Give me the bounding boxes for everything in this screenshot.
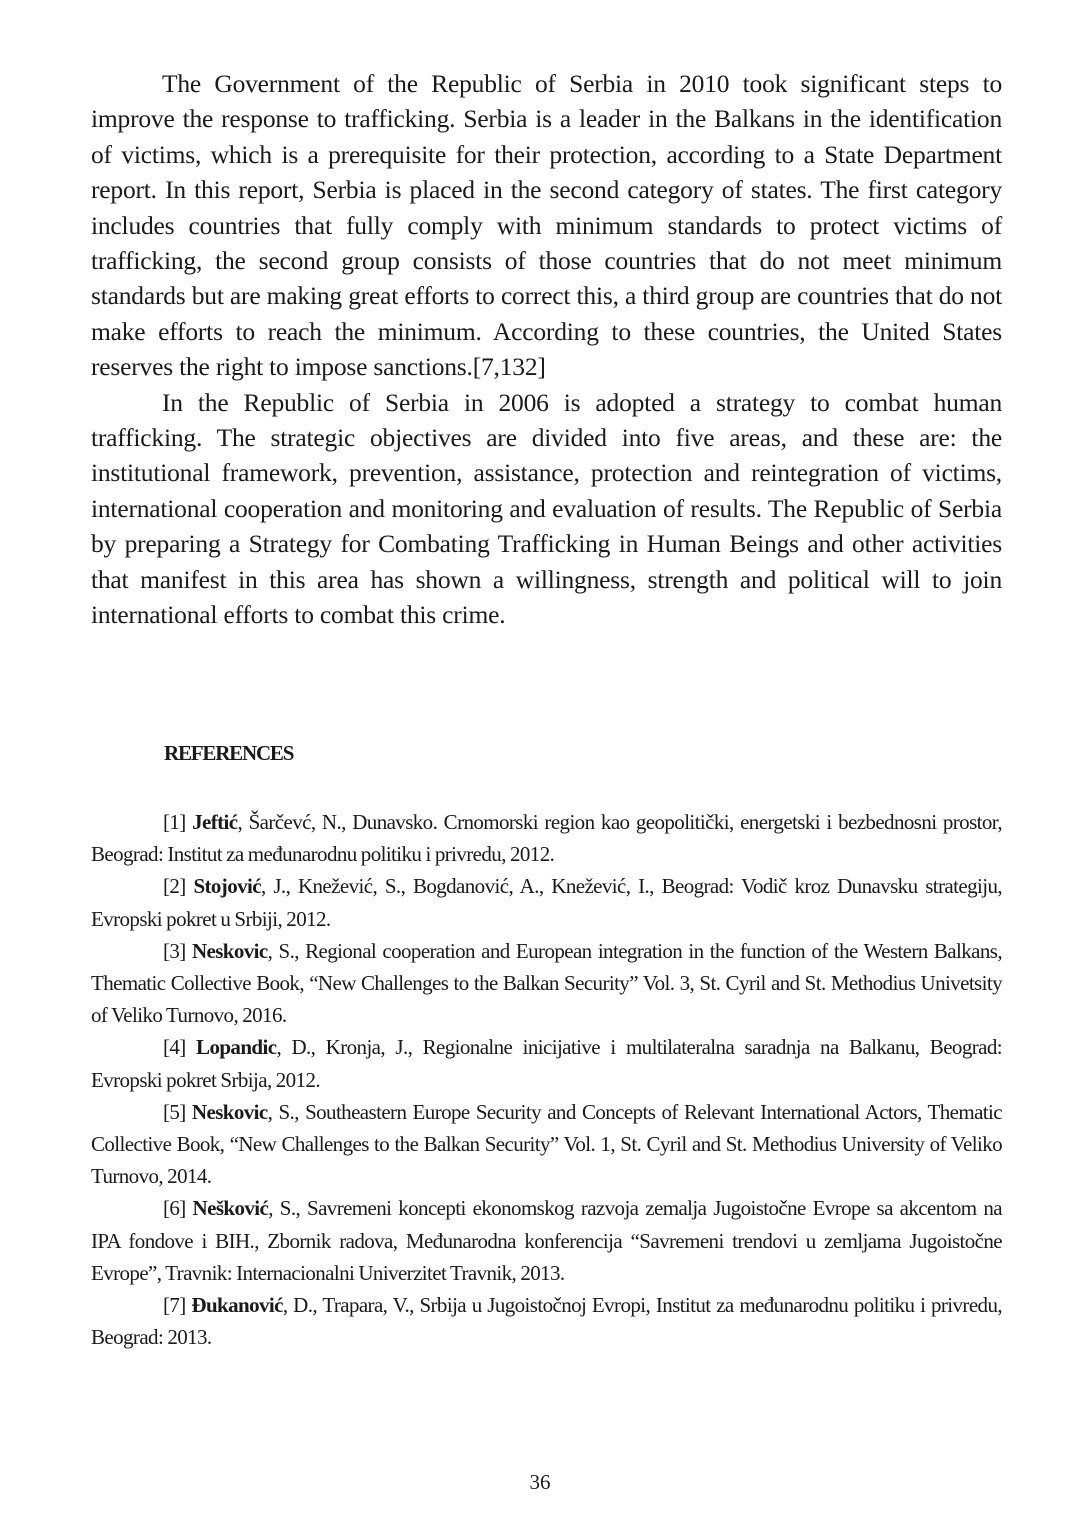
reference-number: [2]: [163, 874, 194, 899]
reference-number: [6]: [163, 1196, 193, 1221]
reference-item: [91, 1192, 1002, 1289]
reference-details: , Šarčevć, N., Dunavsko. Crnomorski region kao geopolitički, energetski i bezbednosni prostor, Beograd: Institut za međunarodnu politiku i privredu, 2012.: [91, 810, 1002, 867]
reference-author: Nešković: [192, 1196, 269, 1221]
reference-details: , S., Regional cooperation and European integration in the function of the Western Balkans, Thematic Collective Book, “New Challenges to the Balkan Security” Vol. 3, St. Cyril and St. Methodius Univetsity of Veliko Turnovo, 2016.: [91, 938, 1002, 1028]
paragraph-strategy: In the Republic of Serbia in 2006 is adopted a strategy to combat human trafficking. The strategic objectives are divided into five areas, and these are: the institutional framework, prevention, assistance, protection and reintegration of victims, international cooperation and monitoring and evaluation of results. The Republic of Serbia by preparing a Strategy for Combating Trafficking in Human Beings and other activities that manifest in this area has shown a willingness, strength and political will to join international efforts to combat this crime.: [91, 387, 1002, 630]
reference-item: [91, 1031, 1002, 1095]
reference-number: [1]: [163, 810, 193, 834]
reference-item: [91, 1096, 1002, 1193]
page-number: 36: [529, 1470, 551, 1494]
reference-item: [91, 935, 1002, 1032]
paragraph-trafficking-response: The Government of the Republic of Serbia in 2010 took significant steps to improve the response to trafficking. Serbia is a leader in the Balkans in the identification of victims, which is a prerequisite for their protection, according to a State Department report. In this report, Serbia is placed in the second category of states. The first category includes countries that fully comply with minimum standards to protect victims of trafficking, the second group consists of those countries that do not meet minimum standards but are making great efforts to correct this, a third group are countries that do not make efforts to reach the minimum. According to these countries, the United States reserves the right to impose sanctions.[7,132]: [91, 69, 1002, 382]
references-list: [91, 806, 1002, 1353]
reference-author: Neskovic: [191, 938, 268, 963]
reference-item: [91, 1289, 1002, 1353]
reference-author: Jeftić: [192, 810, 238, 834]
reference-details: , J., Knežević, S., Bogdanović, A., Knežević, I., Beograd: Vodič kroz Dunavsku strategiju, Evropski pokret u Srbiji, 2012.: [91, 874, 1003, 931]
references-heading: REFERENCES: [164, 741, 294, 765]
reference-number: [3]: [163, 938, 192, 963]
reference-author: Đukanović: [191, 1293, 283, 1318]
reference-author: Neskovic: [191, 1099, 268, 1124]
reference-details: , S., Southeastern Europe Security and Concepts of Relevant International Actors, Thematic Collective Book, “New Challenges to the Balkan Security” Vol. 1, St. Cyril and St. Methodius University of Veliko Turnovo, 2014.: [91, 1099, 1002, 1189]
reference-number: [5]: [163, 1099, 192, 1124]
reference-item: [91, 870, 1002, 934]
reference-author: Stojović: [193, 874, 261, 899]
reference-number: [4]: [163, 1035, 197, 1060]
reference-details: , S., Savremeni koncepti ekonomskog razvoja zemalja Jugoistočne Evrope sa akcentom na IPA fondove i BIH., Zbornik radova, Međunarodna konferencija “Savremeni trendovi u zemljama Jugoistočne Evrope”, Travnik: Internacionalni Univerzitet Travnik, 2013.: [91, 1196, 1002, 1285]
reference-author: Lopandic: [196, 1035, 277, 1060]
reference-details: , D., Trapara, V., Srbija u Jugoistočnoj Evropi, Institut za međunarodnu politiku i privredu, Beograd: 2013.: [91, 1293, 1002, 1350]
reference-item: [91, 806, 1002, 870]
body-text: [91, 66, 1002, 633]
reference-number: [7]: [163, 1293, 192, 1318]
reference-details: , D., Kronja, J., Regionalne inicijative i multilateralna saradnja na Balkanu, Beograd: Evropski pokret Srbija, 2012.: [91, 1035, 1002, 1092]
